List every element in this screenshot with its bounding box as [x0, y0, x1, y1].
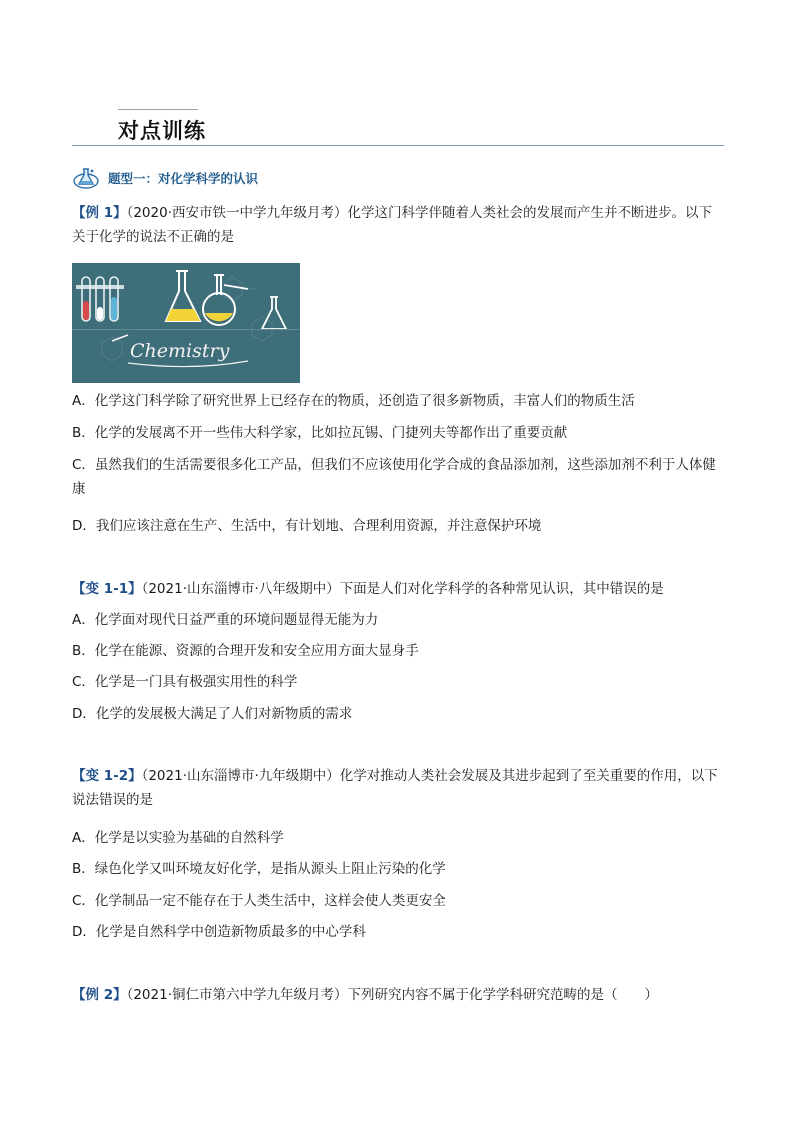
section-divider: [72, 145, 724, 146]
option-c: C．虽然我们的生活需要很多化工产品，但我们不应该使用化学合成的食品添加剂，这些添加剂不利于人体健康: [72, 457, 716, 497]
question-tag: 【变 1-2】: [72, 768, 142, 784]
question-stem: （2021·山东淄博市·九年级期中）化学对推动人类社会发展及其进步起到了至关重要的作用，以下说法错误的是: [72, 768, 718, 808]
type-heading-text: 题型一：对化学科学的认识: [108, 171, 259, 186]
question-variant-1-2: [72, 764, 722, 812]
question-example-2: [72, 983, 722, 1007]
title-rule-short: [118, 109, 198, 110]
question-tag: 【变 1-1】: [72, 581, 142, 597]
option-c: C．化学是一门具有极强实用性的科学: [72, 674, 298, 690]
option-b: B．化学在能源、资源的合理开发和安全应用方面大显身手: [72, 643, 419, 659]
chemistry-illustration: [72, 263, 300, 383]
question-tag: 【例 2】: [72, 987, 127, 1003]
option-a: A．化学这门科学除了研究世界上已经存在的物质，还创造了很多新物质，丰富人们的物质生活: [72, 393, 635, 409]
option-d: D．化学的发展极大满足了人们对新物质的需求: [72, 706, 353, 722]
chemistry-word: Chemistry: [130, 340, 230, 362]
question-variant-1-1: [72, 577, 722, 601]
question-tag: 【例 1】: [72, 205, 127, 221]
option-a: A．化学面对现代日益严重的环境问题显得无能为力: [72, 612, 379, 628]
question-example-1: [72, 201, 722, 249]
option-c: C．化学制品一定不能存在于人类生活中，这样会使人类更安全: [72, 893, 446, 909]
flask-icon: [72, 166, 100, 190]
option-a: A．化学是以实验为基础的自然科学: [72, 830, 284, 846]
question-stem: （2020·西安市铁一中学九年级月考）化学这门科学伴随着人类社会的发展而产生并不断进步。以下关于化学的说法不正确的是: [72, 205, 712, 245]
option-b: B．化学的发展离不开一些伟大科学家，比如拉瓦锡、门捷列夫等都作出了重要贡献: [72, 425, 568, 441]
question-stem: （2021·铜仁市第六中学九年级月考）下列研究内容不属于化学学科研究范畴的是（ ）: [126, 987, 658, 1003]
question-stem: （2021·山东淄博市·八年级期中）下面是人们对化学科学的各种常见认识，其中错误的是: [141, 581, 664, 597]
type-heading: [72, 166, 258, 190]
option-d: D．我们应该注意在生产、生活中，有计划地、合理利用资源，并注意保护环境: [72, 518, 542, 534]
option-b: B．绿色化学又叫环境友好化学，是指从源头上阻止污染的化学: [72, 861, 446, 877]
option-d: D．化学是自然科学中创造新物质最多的中心学科: [72, 924, 366, 940]
section-title: 对点训练: [118, 119, 206, 143]
